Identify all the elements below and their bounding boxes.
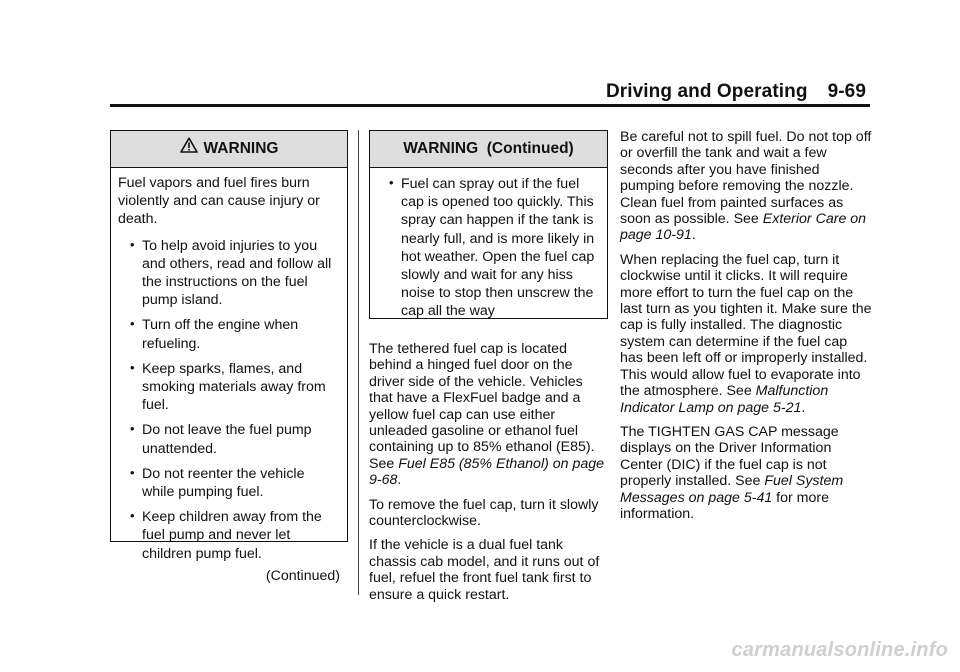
- paragraph: [620, 129, 872, 244]
- warning-continued-body: [370, 168, 607, 332]
- warning-item: • Turn off the engine when refueling.: [118, 316, 340, 352]
- paragraph: If the vehicle is a dual fuel tank chassis cab model, and it runs out of fuel, refuel the front fuel tank first to ensure a quick restart.: [369, 537, 600, 603]
- paragraph-text: for more information.: [620, 489, 829, 522]
- cross-reference: Fuel System Messages on page 5-41: [620, 473, 844, 506]
- warning-continued-header: [370, 131, 607, 168]
- warning-header: [111, 131, 347, 168]
- watermark: carmanualsonline.info: [731, 639, 948, 661]
- warning-list: [118, 237, 340, 563]
- paragraph-text: The tethered fuel cap is located behind a hinged fuel door on the driver side of the vehicle. Vehicles that have a FlexFuel badge and a yellow fuel cap can use either unleaded gasoline or ethanol fuel containing up to 85% ethanol (E85). See: [369, 341, 595, 472]
- paragraph-text: When replacing the fuel cap, turn it clockwise until it clicks. It will require more effort to turn the fuel cap on the last turn as you tighten it. Make sure the cap is fully installed. The diagnostic system can determine if the fuel cap has been left off or improperly installed. This would allow fuel to evaporate into the atmosphere. See: [620, 251, 872, 400]
- warning-item: • Keep children away from the fuel pump and never let children pump fuel.: [118, 508, 340, 563]
- right-column-text: [620, 129, 872, 530]
- middle-column-text: [369, 341, 609, 611]
- paragraph-text: .: [801, 399, 806, 416]
- warning-intro: Fuel vapors and fuel fires burn violently and can cause injury or death.: [118, 175, 320, 228]
- column-divider: [358, 130, 359, 595]
- warning-item: • Keep sparks, flames, and smoking materials away from fuel.: [118, 360, 340, 415]
- paragraph-text: Be careful not to spill fuel. Do not top off or overfill the tank and wait a few seconds after you have finished pumping before removing the nozzle. Clean fuel from painted surfaces as soon as possible. See: [620, 129, 872, 228]
- paragraph: To remove the fuel cap, turn it slowly counterclockwise.: [369, 496, 599, 530]
- cross-reference: Malfunction Indicator Lamp on page 5-21: [620, 383, 829, 416]
- warning-title: WARNING: [203, 139, 279, 157]
- cross-reference: Fuel E85 (85% Ethanol) on page 9-68: [369, 455, 605, 489]
- warning-body: [111, 168, 347, 589]
- warning-item: • To help avoid injuries to you and others, read and follow all the instructions on the fuel pump island.: [118, 237, 340, 310]
- continued-label: (Continued): [265, 567, 340, 584]
- warning-continued-title: WARNING (Continued): [403, 139, 574, 157]
- section-title: Driving and Operating: [605, 81, 808, 102]
- paragraph: [620, 424, 872, 522]
- paragraph: [369, 341, 609, 489]
- warning-continued-box: [369, 130, 608, 319]
- warning-item: • Do not leave the fuel pump unattended.: [118, 421, 340, 457]
- header-rule: [110, 104, 870, 107]
- warning-triangle-icon: [180, 137, 198, 158]
- warning-box: [110, 130, 348, 584]
- page-header: [606, 81, 866, 103]
- paragraph-text: The TIGHTEN GAS CAP message displays on the Driver Information Center (DIC) if the fuel cap is not properly installed. See: [620, 423, 839, 490]
- warning-item: • Do not reenter the vehicle while pumping fuel.: [118, 465, 340, 501]
- paragraph-text: .: [397, 472, 402, 489]
- page-number: 9-69: [827, 81, 866, 102]
- paragraph: [620, 252, 872, 416]
- warning-continued-list: [377, 175, 600, 321]
- cross-reference: Exterior Care on page 10-91: [620, 211, 867, 244]
- paragraph-text: .: [691, 227, 696, 244]
- warning-item: • Fuel can spray out if the fuel cap is opened too quickly. This spray can happen if the tank is nearly full, and is more likely in hot weather. Open the fuel cap slowly and wait for any hiss noise to stop then unscrew the cap all the way: [377, 175, 600, 321]
